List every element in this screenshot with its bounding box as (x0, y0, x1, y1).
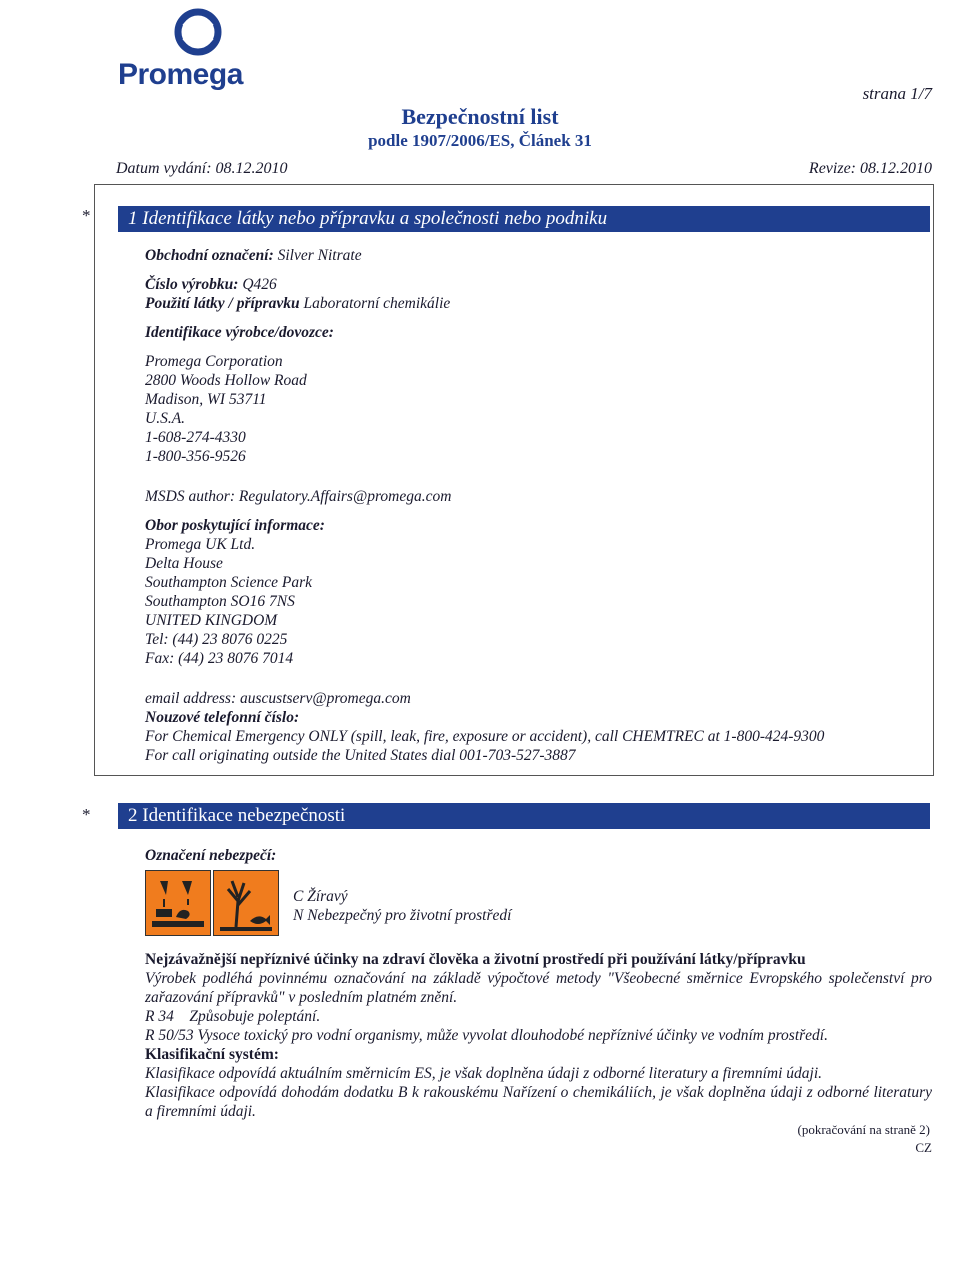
change-marker: * (82, 805, 91, 824)
info-line: Tel: (44) 23 8076 0225 (145, 631, 288, 648)
emergency-label: Nouzové telefonní číslo: (145, 709, 300, 726)
info-line: UNITED KINGDOM (145, 612, 278, 629)
address-line: Madison, WI 53711 (145, 391, 267, 408)
info-line: Promega UK Ltd. (145, 536, 256, 553)
product-number-label: Číslo výrobku: (145, 276, 239, 293)
address-line: Promega Corporation (145, 353, 283, 370)
section-1-box (94, 184, 934, 776)
trade-name (145, 246, 362, 265)
revision-date: Revize: 08.12.2010 (808, 160, 932, 177)
corrosive-pictogram-icon (146, 871, 210, 935)
issue-date: Datum vydání: 08.12.2010 (116, 160, 288, 177)
manufacturer-label: Identifikace výrobce/dovozce: (145, 324, 334, 341)
environment-pictogram-icon (214, 871, 278, 935)
section-1-heading: 1 Identifikace látky nebo přípravku a společnosti nebo podniku (118, 206, 930, 232)
corrosive-pictogram (145, 870, 211, 936)
info-line: Fax: (44) 23 8076 7014 (145, 650, 294, 667)
page-number: strana 1/7 (862, 84, 932, 103)
trade-name-value: Silver Nitrate (277, 247, 362, 264)
address-line: 2800 Woods Hollow Road (145, 372, 307, 389)
phone-line: 1-608-274-4330 (145, 429, 246, 446)
document-subtitle: podle 1907/2006/ES, Článek 31 (368, 131, 592, 150)
product-number-value: Q426 (242, 276, 277, 293)
info-line: Delta House (145, 555, 223, 572)
classification-label: Klasifikační systém: (145, 1046, 279, 1063)
logo-text: Promega (118, 58, 243, 91)
info-line: Southampton Science Park (145, 574, 313, 591)
environment-pictogram (213, 870, 279, 936)
effects-text: Výrobek podléhá povinnému označování na základě výpočtové metody "Všeobecné směrnice Evropského společenství pro zařazování přípravků" v posledním platném znění. (145, 970, 932, 1006)
msds-author: MSDS author: Regulatory.Affairs@promega.com (145, 488, 452, 505)
r34-code: R 34 (145, 1008, 174, 1025)
phone-line: 1-800-356-9526 (145, 448, 246, 465)
product-use-label: Použití látky / přípravku (145, 295, 300, 312)
classification-text-2: Klasifikace odpovídá dohodám dodatku B k rakouskému Nařízení o chemikáliích, je však doplněna údaji z odborné literatury a firemními údaji. (145, 1084, 932, 1120)
continued-note: (pokračování na straně 2) (797, 1122, 930, 1137)
effects-heading: Nejzávažnější nepříznivé účinky na zdraví člověka a životní prostředí při používání látky/přípravku (145, 951, 806, 968)
address-line: U.S.A. (145, 410, 186, 427)
r34-line (145, 1007, 320, 1026)
trade-name-label: Obchodní označení: (145, 247, 274, 264)
emergency-line: For Chemical Emergency ONLY (spill, leak, fire, exposure or accident), call CHEMTREC at 1-800-424-9300 (145, 728, 825, 745)
document-title: Bezpečnostní list (401, 104, 559, 129)
info-line: Southampton SO16 7NS (145, 593, 295, 610)
change-marker: * (82, 206, 91, 225)
hazard-corrosive: C Žíravý (293, 888, 348, 905)
email-address: email address: auscustserv@promega.com (145, 690, 411, 707)
hazard-environment: N Nebezpečný pro životní prostředí (293, 907, 512, 924)
promega-logo (118, 6, 278, 91)
hazard-label: Označení nebezpečí: (145, 847, 277, 864)
language-code: CZ (915, 1140, 932, 1155)
product-use-value: Laboratorní chemikálie (303, 295, 451, 312)
product-use (145, 294, 450, 313)
promega-logo-icon (118, 6, 278, 62)
r5053-line: R 50/53 Vysoce toxický pro vodní organismy, může vyvolat dlouhodobé nepříznivé účinky ve vodním prostředí. (145, 1027, 828, 1044)
classification-text: Klasifikace odpovídá aktuálním směrnicím ES, je však doplněna údaji z odborné literatury a firemními údaji. (145, 1065, 823, 1082)
emergency-line: For call originating outside the United States dial 001-703-527-3887 (145, 747, 576, 764)
info-label: Obor poskytující informace: (145, 517, 325, 534)
r34-text: Způsobuje poleptání. (189, 1008, 321, 1025)
product-number (145, 275, 277, 294)
section-2-heading: 2 Identifikace nebezpečnosti (118, 803, 930, 829)
